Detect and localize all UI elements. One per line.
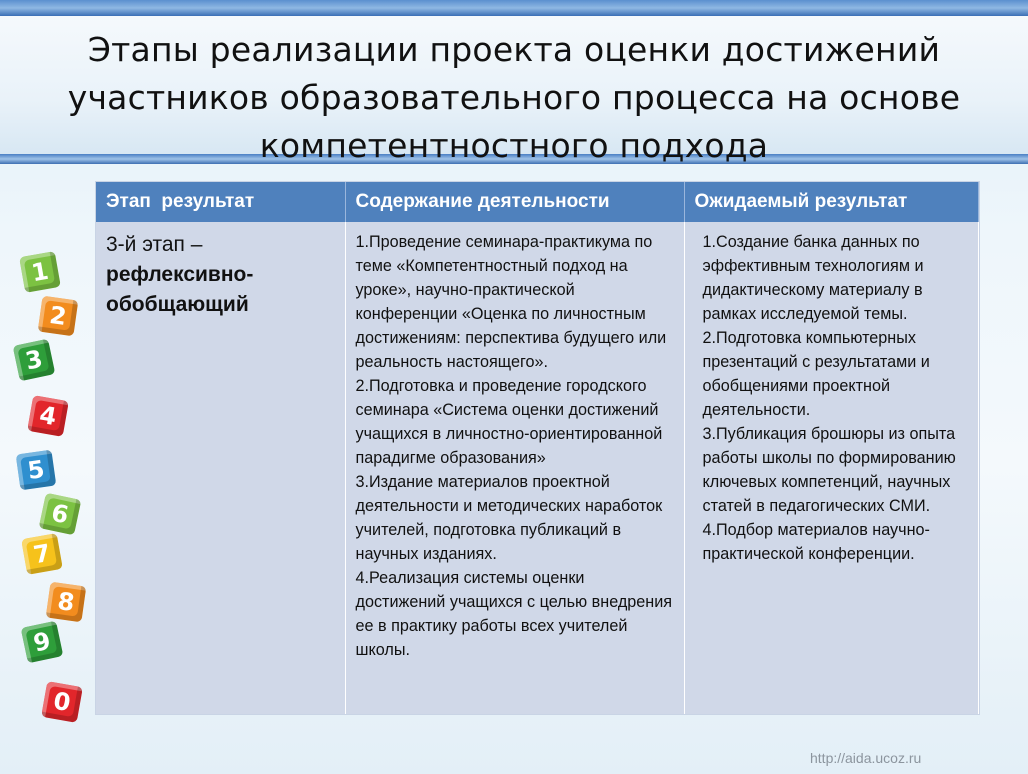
result-item: 2.Подготовка компьютерных презентаций с результатами и обобщениями проектной деятельности.	[702, 329, 930, 419]
stages-table	[96, 182, 979, 714]
content-item: 2.Подготовка и проведение городского семинара «Система оценки достижений учащихся в личностно-ориентированной парадигме образования»	[355, 377, 663, 467]
header-stage: Этап результат	[96, 182, 345, 222]
site-url: http://aida.ucoz.ru	[810, 750, 922, 766]
result-item: 1.Создание банка данных по эффективным технологиям и дидактическому материалу в рамках исследуемой темы.	[702, 233, 924, 323]
number-cube: 4	[27, 395, 69, 437]
content-item: 4.Реализация системы оценки достижений учащихся с целью внедрения ее в практику работы всех учителей школы.	[355, 569, 673, 659]
content-cell	[345, 222, 684, 714]
stage-name-part2: обобщающий	[106, 293, 249, 316]
header-result: Ожидаемый результат	[684, 182, 978, 222]
table-row	[96, 222, 978, 714]
title-line-2: участников образовательного процесса на основе	[67, 78, 961, 117]
number-cubes-decoration	[0, 240, 95, 760]
stage-number: 3-й этап –	[106, 233, 203, 256]
header-content: Содержание деятельности	[345, 182, 684, 222]
title-line-1: Этапы реализации проекта оценки достижений	[87, 30, 941, 69]
number-cube: 6	[39, 493, 82, 536]
number-cube: 0	[41, 681, 83, 723]
number-cube: 1	[19, 251, 61, 293]
result-item: 4.Подбор материалов научно-практической конференции.	[702, 521, 930, 563]
number-cube: 9	[21, 621, 64, 664]
stage-name-part1: рефлексивно-	[106, 263, 254, 286]
stage-cell	[96, 222, 345, 714]
result-cell	[684, 222, 978, 714]
result-item: 3.Публикация брошюры из опыта работы школы по формированию ключевых компетенций, научных статей в педагогических СМИ.	[702, 425, 956, 515]
number-cube: 5	[16, 450, 57, 491]
number-cube: 2	[38, 296, 79, 337]
table-header-row	[96, 182, 978, 222]
number-cube: 7	[21, 533, 63, 575]
number-cube: 8	[46, 582, 87, 623]
number-cube: 3	[13, 339, 56, 382]
content-item: 3.Издание материалов проектной деятельности и методических наработок учителей, подготовка публикаций в научных изданиях.	[355, 473, 663, 563]
page-title	[40, 26, 988, 170]
top-decor-bar	[0, 0, 1028, 16]
title-line-3: компетентностного подхода	[259, 126, 769, 165]
content-item: 1.Проведение семинара-практикума по теме «Компетентностный подход на уроке», научно-практической конференции «Оценка по личностным достижениям: перспектива будущего или реальность настоящего».	[355, 233, 667, 371]
